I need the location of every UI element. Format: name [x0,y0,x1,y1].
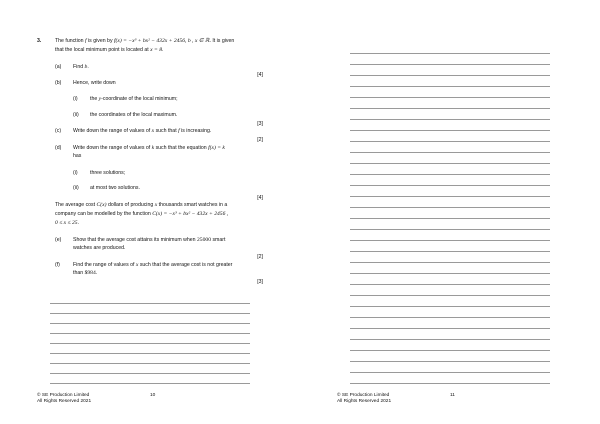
answer-line[interactable] [50,343,250,344]
answer-line[interactable] [350,64,550,65]
part-text: Find the range of values of [73,262,135,268]
math-25000: 25000 [197,237,211,243]
stem-text: is given by [88,38,113,44]
answer-line[interactable] [350,372,550,373]
answer-line[interactable] [50,373,250,374]
part-e-label: (e) [55,237,62,243]
answer-line[interactable] [350,229,550,230]
part-d-text [73,145,225,151]
math-b: b [84,64,88,70]
answer-line[interactable] [350,295,550,296]
stem-text: company can be modelled by the function [55,211,151,217]
stem-2-line-2 [55,211,228,217]
answer-line[interactable] [350,130,550,131]
part-b-i-label: (i) [73,96,78,102]
answer-line[interactable] [350,328,550,329]
part-text: smart [212,237,226,243]
part-d-ii-text: at most two solutions. [90,185,140,191]
part-b-label: (b) [55,80,62,86]
part-c-label: (c) [55,128,62,134]
answer-line[interactable] [350,185,550,186]
part-b-text: Hence, write down [73,80,116,86]
question-stem-line-1 [55,38,234,44]
answer-line[interactable] [350,240,550,241]
answer-line[interactable] [350,163,550,164]
question-stem-line-2 [55,47,163,53]
math-f: f [178,128,180,134]
question-number: 3. [37,38,42,44]
answer-line[interactable] [50,333,250,334]
answer-line[interactable] [350,339,550,340]
part-a-marks: [4] [257,72,263,78]
stem-text: The average cost [55,202,96,208]
answer-line[interactable] [350,86,550,87]
part-b-ii-label: (ii) [73,112,79,118]
part-text: such that [155,128,177,134]
answer-line[interactable] [50,313,250,314]
math-cx: C(x) [96,202,107,208]
part-d-marks: [4] [257,195,263,201]
footer-copyright: © SE Production Limited [37,393,90,398]
page-11 [300,0,600,424]
answer-line[interactable] [350,152,550,153]
function-definition: f(x) = −x³ + bx² − 432x + 2456, [114,38,187,44]
stem-text: . [162,47,164,53]
stem-2-line-3 [55,220,79,226]
part-text: than [73,270,84,276]
answer-line[interactable] [350,284,550,285]
part-text: such that the average cost is not greater [139,262,233,268]
page-number: 10 [150,393,156,398]
answer-line[interactable] [350,53,550,54]
stem-2-line-1 [55,202,227,208]
cost-domain: 0 ≤ x ≤ 25 [55,220,78,226]
part-b-i-text [90,96,178,102]
part-a-label: (a) [55,64,62,70]
cost-function: C(x) = −x³ + bx² − 432x + 2456 , [152,211,229,217]
part-a-text [73,64,89,70]
math-x: x [154,202,158,208]
part-text: is increasing. [181,128,212,134]
part-d-i-label: (i) [73,170,78,176]
part-e-marks: [2] [257,254,263,260]
part-d-label: (d) [55,145,62,151]
part-c-marks: [2] [257,137,263,143]
part-f-label: (f) [55,262,60,268]
answer-line[interactable] [350,97,550,98]
stem-text: thousands smart watches in a [158,202,228,208]
answer-line[interactable] [350,207,550,208]
math-f: f [85,38,87,44]
answer-line[interactable] [350,108,550,109]
answer-line[interactable] [50,363,250,364]
part-d-i-text: three solutions; [90,170,126,176]
answer-line[interactable] [50,303,250,304]
answer-line[interactable] [350,317,550,318]
part-f-text-2 [73,270,97,276]
math-x: x [135,262,139,268]
answer-line[interactable] [350,196,550,197]
stem-text: dollars of producing [107,202,154,208]
answer-line[interactable] [350,273,550,274]
footer-rights: All Rights Reserved 2021 [337,399,392,404]
answer-line[interactable] [350,306,550,307]
answer-line[interactable] [350,361,550,362]
footer-copyright: © SE Production Limited [337,393,390,398]
answer-line[interactable] [350,262,550,263]
answer-line[interactable] [350,218,550,219]
part-text: Write down the range of values of [73,128,151,134]
answer-line[interactable] [350,350,550,351]
part-d-text-2: has [73,153,82,159]
part-text: Find [73,64,84,70]
domain-definition: b , x ∈ ℝ [187,38,210,44]
math-x: x [151,128,155,134]
part-e-text [73,237,225,243]
part-text: such that the equation [155,145,207,151]
part-text: . [87,64,89,70]
math-equation: f(x) = k [208,145,225,151]
stem-text: . It is given [209,38,235,44]
answer-line[interactable] [50,323,250,324]
part-e-text-2: watches are produced. [73,245,126,251]
part-b-ii-text: the coordinates of the local maximum. [90,112,178,118]
stem-text: The function [55,38,84,44]
math-984: $984 [84,270,96,276]
answer-line[interactable] [350,119,550,120]
part-f-text [73,262,232,268]
answer-line[interactable] [350,75,550,76]
math-x-eq-8: x = 8 [150,47,163,53]
footer-rights: All Rights Reserved 2021 [37,399,92,404]
stem-text: . [77,220,80,226]
part-text: Write down the range of values of [73,145,151,151]
answer-line[interactable] [350,383,550,384]
page-number: 11 [450,393,455,398]
answer-line[interactable] [50,383,250,384]
answer-line[interactable] [350,251,550,252]
answer-line[interactable] [350,174,550,175]
part-text: the [90,96,98,102]
part-b-marks: [3] [257,121,263,127]
math-k: k [151,145,155,151]
answer-line[interactable] [350,141,550,142]
answer-line[interactable] [50,353,250,354]
part-text: Show that the average cost attains its minimum when [73,237,196,243]
part-d-ii-label: (ii) [73,185,79,191]
part-f-marks: [3] [257,279,263,285]
part-text: -coordinate of the local minimum; [101,96,178,102]
part-c-text [73,128,211,134]
part-text: . [95,270,98,276]
stem-text: that the local minimum point is located at [55,47,149,53]
math-y: y [98,96,102,102]
